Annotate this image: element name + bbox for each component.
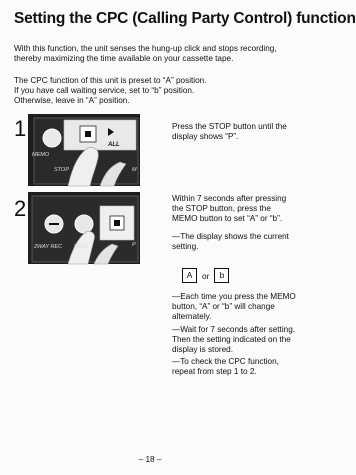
- twoway-rec-label: 2WAY REC: [34, 244, 63, 250]
- notes-list: [172, 292, 296, 380]
- intro-paragraph: With this function, the unit senses the hung-up click and stops recording, thereby maximizing the time available on your cassette tape.: [14, 44, 277, 64]
- step-2-illustration: [28, 192, 140, 264]
- note-item: —Each time you press the MEMO button, “A” or “b” will change alternately.: [172, 292, 296, 322]
- stop-icon: [85, 131, 91, 137]
- stop-icon-2: [114, 220, 120, 226]
- step-1-illustration: [28, 114, 140, 186]
- setting-indicators: [182, 268, 229, 283]
- page-number: – 18 –: [138, 455, 162, 464]
- page-title: Setting the CPC (Calling Party Control) function: [14, 10, 356, 27]
- note-item: —Wait for 7 seconds after setting. Then the setting indicated on the display is stored.: [172, 324, 296, 355]
- step-2-number: 2: [14, 196, 27, 221]
- indicator-or: or: [202, 270, 210, 281]
- step-1-number: 1: [14, 116, 27, 141]
- preset-paragraph: The CPC function of this unit is preset to “A” position. If you have call waiting service, set to “b” position. Otherwise, leave in “A” position.: [14, 76, 207, 106]
- indicator-a: A: [182, 268, 197, 283]
- note-item: —To check the CPC function, repeat from step 1 to 2.: [172, 357, 279, 377]
- memo-label: MEMO: [32, 152, 50, 158]
- stop-label: STOP: [54, 167, 69, 173]
- all-label: ALL: [108, 142, 120, 148]
- display-note: —The display shows the current setting.: [172, 232, 289, 252]
- step-1-text: Press the STOP button until the display shows “P”.: [172, 122, 287, 142]
- indicator-b: b: [214, 268, 229, 283]
- memo-label-2: MEM: [74, 244, 87, 250]
- p-label: P: [132, 242, 136, 248]
- m-label: M: [132, 167, 137, 173]
- step-2-text: Within 7 seconds after pressing the STOP button, press the MEMO button to set “A” or “b”.: [172, 194, 287, 224]
